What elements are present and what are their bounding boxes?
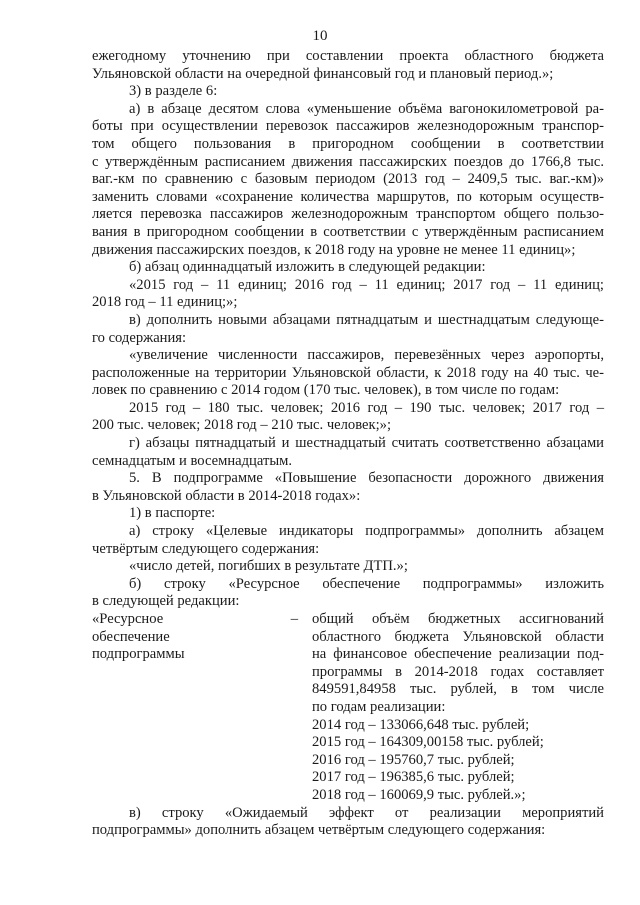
table-value-line: общий объём бюджетных ассигнований — [312, 611, 604, 627]
table-label-column — [92, 611, 278, 805]
table-value-line: по годам реализации: — [312, 698, 446, 715]
text-line: с утверждённым расписанием движения пассажирских поездов до 1766,8 тыс. — [92, 153, 604, 170]
text-line: в) строку «Ожидаемый эффект от реализации мероприятий — [129, 804, 604, 821]
text-line: семнадцатым и восемнадцатым. — [92, 452, 293, 469]
text-line: четвёртым следующего содержания: — [92, 540, 320, 557]
text-line: го содержания: — [92, 329, 187, 346]
text-line: б) абзац одиннадцатый изложить в следующей редакции: — [129, 259, 486, 276]
text-line: ваг.-км по сравнению с базовым периодом (2013 год – 2409,5 тыс. ваг.-км)» — [92, 171, 604, 188]
text-line: 5. В подпрограмме «Повышение безопасности дорожного движения — [129, 470, 604, 487]
text-line: движения пассажирских поездов, к 2018 году на уровне не менее 11 единиц»; — [92, 241, 576, 258]
table-value-line: 2014 год – 133066,648 тыс. рублей; — [312, 716, 530, 733]
text-line: том общего пользования в пригородном сообщении в соответствии — [92, 135, 604, 152]
text-line: заменить словами «сохранение количества маршрутов, по которым осуществ- — [92, 188, 604, 205]
text-line: «увеличение численности пассажиров, перевезённых через аэропорты, — [129, 347, 604, 364]
table-label-line: обеспечение — [92, 628, 170, 645]
text-line: расположенные на территории Ульяновской области, к 2018 году на 40 тыс. че- — [92, 364, 604, 381]
table-value-line: 2017 год – 196385,6 тыс. рублей; — [312, 769, 515, 786]
table-value-line: 2015 год – 164309,00158 тыс. рублей; — [312, 734, 544, 751]
table-label-line: подпрограммы — [92, 646, 185, 663]
document-body — [92, 48, 604, 840]
text-line: а) в абзаце десятом слова «уменьшение объёма вагонокилометровой ра- — [129, 100, 604, 117]
text-line: 200 тыс. человек; 2018 год – 210 тыс. человек;»; — [92, 417, 391, 434]
text-line: а) строку «Целевые индикаторы подпрограммы» дополнить абзацем — [129, 523, 604, 540]
text-line: «число детей, погибших в результате ДТП.»; — [129, 558, 408, 575]
table-value-line: 2018 год – 160069,9 тыс. рублей.»; — [312, 786, 526, 803]
text-line: ежегодному уточнению при составлении проекта областного бюджета — [92, 48, 604, 64]
table-value-line: на финансовое обеспечение реализации под- — [312, 646, 604, 663]
text-line: в Ульяновской области в 2014-2018 годах»: — [92, 487, 361, 504]
text-line: в следующей редакции: — [92, 593, 240, 610]
text-line: г) абзацы пятнадцатый и шестнадцатый считать соответственно абзацами — [129, 435, 604, 452]
table-value-column — [298, 611, 604, 805]
text-line: в) дополнить новыми абзацами пятнадцатым и шестнадцатым следующе- — [129, 311, 604, 328]
text-line: вания в пригородном сообщении в соответствии с утверждённым расписанием — [92, 223, 604, 240]
text-line: 3) в разделе 6: — [129, 83, 218, 100]
table-value-line: 2016 год – 195760,7 тыс. рублей; — [312, 751, 515, 768]
text-line: б) строку «Ресурсное обеспечение подпрограммы» изложить — [129, 575, 604, 592]
text-line: боты при осуществлении перевозок пассажиров железнодорожным транспор- — [92, 118, 604, 135]
text-line: подпрограммы» дополнить абзацем четвёртым следующего содержания: — [92, 822, 546, 839]
table-value-line: областного бюджета Ульяновской области — [312, 628, 604, 645]
table-dash: – — [290, 611, 298, 627]
text-line: Ульяновской области на очередной финансовый год и плановый период.»; — [92, 65, 554, 82]
text-line: 1) в паспорте: — [129, 505, 216, 522]
resource-table — [92, 611, 604, 805]
text-line: ловек по сравнению с 2014 годом (170 тыс. человек), в том числе по годам: — [92, 382, 560, 399]
text-line: ляется перевозка пассажиров железнодорожным транспортом общего пользо- — [92, 206, 604, 223]
page-number: 10 — [312, 28, 328, 44]
table-value-line: 849591,84958 тыс. рублей, в том числе — [312, 681, 604, 698]
text-line: 2018 год – 11 единиц;»; — [92, 294, 238, 311]
text-line: «2015 год – 11 единиц; 2016 год – 11 единиц; 2017 год – 11 единиц; — [129, 276, 604, 293]
paragraphs-top — [92, 48, 604, 611]
table-label-line: «Ресурсное — [92, 611, 164, 627]
table-value-line: программы в 2014-2018 годах составляет — [312, 663, 604, 680]
text-line: 2015 год – 180 тыс. человек; 2016 год – 190 тыс. человек; 2017 год – — [129, 399, 604, 416]
paragraphs-bottom — [92, 805, 604, 840]
